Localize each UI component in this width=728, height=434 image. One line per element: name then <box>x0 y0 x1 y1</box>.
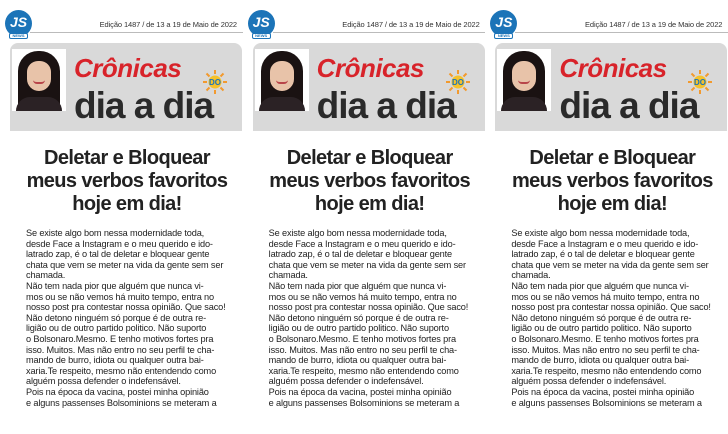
author-photo <box>255 49 309 111</box>
js-news-logo <box>490 10 517 40</box>
edition-label: Edição 1487 / de 13 a 19 de Maio de 2022 <box>99 20 237 29</box>
article-body <box>14 228 238 408</box>
svg-text:DO: DO <box>451 78 464 87</box>
paragraph: Não detono ninguém só porque é de outra re- ligião ou de outro partido politico. Não suporto o Bolsonaro.Mesmo. E tenho motivos fortes pra isso. Muitos. Mas não entro no seu perfil te cha- mando de burro, idiota ou qualquer outra bai- xaria.Te respeito, mesmo não entendendo como alguém possa defender o indefensável. <box>26 312 217 387</box>
column-subtitle: dia a dia <box>316 85 456 126</box>
header-rule <box>273 32 486 33</box>
column-banner <box>10 43 242 131</box>
article-headline: Deletar e Bloquear meus verbos favoritos hoje em dia! <box>511 147 713 215</box>
page-header <box>243 0 486 42</box>
paragraph: Não detono ninguém só porque é de outra re- ligião ou de outro partido politico. Não suporto o Bolsonaro.Mesmo. E tenho motivos fortes pra isso. Muitos. Mas não entro no seu perfil te cha- mando de burro, idiota ou qualquer outra bai- xaria.Te respeito, mesmo não entendendo como alguém possa defender o indefensável. <box>511 312 702 387</box>
article-body <box>257 228 481 408</box>
newspaper-page <box>243 0 486 434</box>
column-title: Crônicas <box>559 53 667 83</box>
js-news-logo <box>248 10 275 40</box>
paragraph: Pois na época da vacina, postei minha opinião e alguns passenses Bolsominions se meteram a <box>268 386 460 408</box>
author-photo <box>497 49 551 111</box>
svg-text:DO: DO <box>694 78 707 87</box>
logo-circle: JS <box>248 10 275 37</box>
author-photo <box>12 49 66 111</box>
logo-circle: JS <box>490 10 517 37</box>
paragraph: Se existe algo bom nessa modernidade toda, desde Face a Instagram e o meu querido e ido- latrado zap, é o tal de deletar e bloquear gente chata que vem se meter na vida da gente sem ser chamada. <box>26 228 224 281</box>
logo-circle: JS <box>5 10 32 37</box>
paragraph: Pois na época da vacina, postei minha opinião e alguns passenses Bolsominions se meteram a <box>511 386 702 408</box>
edition-label: Edição 1487 / de 13 a 19 de Maio de 2022 <box>342 20 480 29</box>
logo-news-label: NEWS <box>9 33 28 39</box>
article-headline: Deletar e Bloquear meus verbos favoritos hoje em dia! <box>26 147 228 215</box>
newspaper-page <box>0 0 243 434</box>
paragraph: Não tem nada pior que alguém que nunca vi- mos ou se não vemos há muito tempo, entra no nosso post pra contestar nossa opinião. Que saco! <box>511 280 711 313</box>
paragraph: Não detono ninguém só porque é de outra re- ligião ou de outro partido politico. Não suporto o Bolsonaro.Mesmo. E tenho motivos fortes pra isso. Muitos. Mas não entro no seu perfil te cha- mando de burro, idiota ou qualquer outra bai- xaria.Te respeito, mesmo não entendendo como alguém possa defender o indefensável. <box>268 312 459 387</box>
header-rule <box>30 32 243 33</box>
paragraph: Se existe algo bom nessa modernidade toda, desde Face a Instagram e o meu querido e ido- latrado zap, é o tal de deletar e bloquear gente chata que vem se meter na vida da gente sem ser chamada. <box>511 228 709 281</box>
article-body <box>499 228 723 408</box>
logo-news-label: NEWS <box>252 33 271 39</box>
newspaper-page <box>485 0 728 434</box>
column-banner <box>495 43 727 131</box>
column-banner <box>253 43 485 131</box>
svg-text:DO: DO <box>209 78 221 87</box>
column-subtitle: dia a dia <box>74 85 214 126</box>
js-news-logo <box>5 10 32 40</box>
paragraph: Não tem nada pior que alguém que nunca vi- mos ou se não vemos há muito tempo, entra no nosso post pra contestar nossa opinião. Que saco! <box>26 280 226 313</box>
column-title: Crônicas <box>316 53 424 83</box>
header-rule <box>515 32 728 33</box>
edition-label: Edição 1487 / de 13 a 19 de Maio de 2022 <box>584 20 723 29</box>
paragraph: Pois na época da vacina, postei minha opinião e alguns passenses Bolsominions se meteram a <box>26 386 217 408</box>
paragraph: Se existe algo bom nessa modernidade toda, desde Face a Instagram e o meu querido e ido- latrado zap, é o tal de deletar e bloquear gente chata que vem se meter na vida da gente sem ser chamada. <box>268 228 466 281</box>
column-subtitle: dia a dia <box>559 85 699 126</box>
page-header <box>0 0 243 42</box>
column-title: Crônicas <box>74 53 182 83</box>
article-headline: Deletar e Bloquear meus verbos favoritos hoje em dia! <box>269 147 471 215</box>
logo-news-label: NEWS <box>494 33 513 39</box>
paragraph: Não tem nada pior que alguém que nunca vi- mos ou se não vemos há muito tempo, entra no nosso post pra contestar nossa opinião. Que saco! <box>268 280 469 313</box>
page-header <box>485 0 728 42</box>
